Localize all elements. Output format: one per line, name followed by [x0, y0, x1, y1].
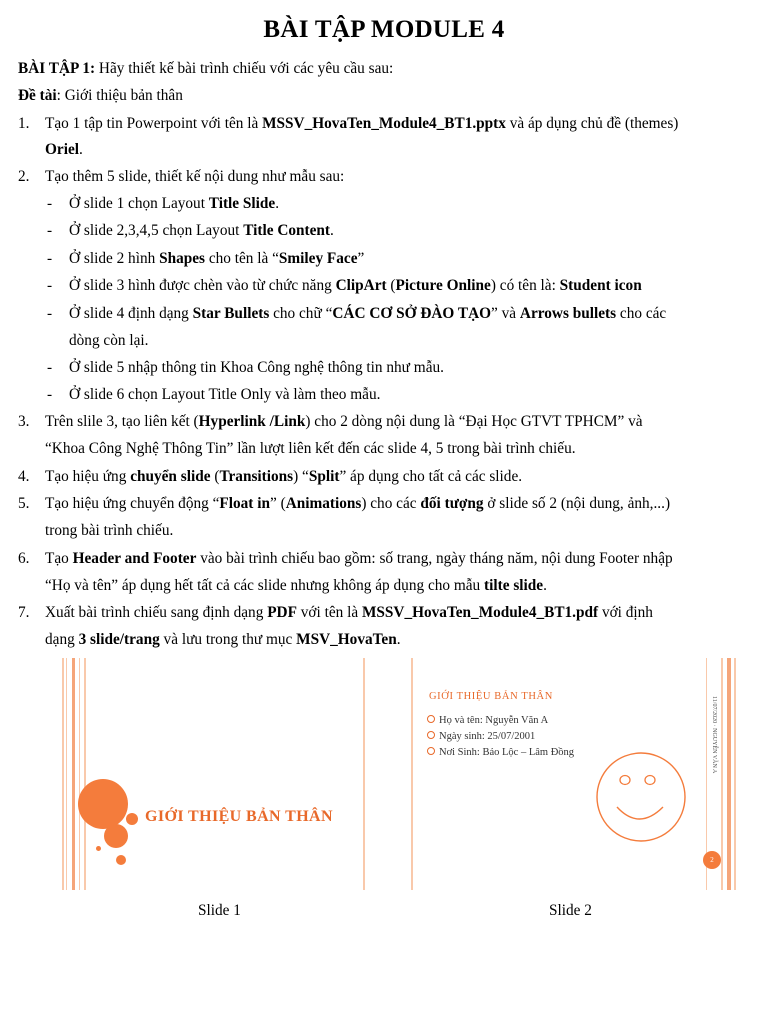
slide-1-caption: Slide 1 — [198, 902, 241, 919]
sub-2-text: Ở slide 2,3,4,5 chọn Layout Title Content. — [69, 222, 334, 239]
slide-2-title: GIỚI THIỆU BẢN THÂN — [429, 691, 553, 702]
document-title: BÀI TẬP MODULE 4 — [263, 16, 505, 43]
slide-1-thumbnail — [62, 658, 368, 890]
slide-2-stripe — [727, 658, 731, 890]
circle-bullet-icon — [427, 715, 435, 723]
sub-5-dash: - — [47, 305, 53, 322]
slide-2-bullet: Nơi Sinh: Bảo Lộc – Lâm Đồng — [427, 747, 574, 758]
item-5-text: Tạo hiệu ứng chuyển động “Float in” (Animations) cho các đối tượng ở slide số 2 (nội dung, ảnh,...) — [45, 495, 671, 512]
circle-bullet-icon — [427, 731, 435, 739]
slide-2-thumbnail — [411, 658, 737, 890]
item-6-text-cont: “Họ và tên” áp dụng hết tất cả các slide nhưng không áp dụng cho mẫu tilte slide. — [45, 577, 547, 594]
item-7-text-cont: dạng 3 slide/trang và lưu trong thư mục MSV_HovaTen. — [45, 631, 401, 648]
circle-bullet-icon — [427, 747, 435, 755]
slide-1-small-circle — [116, 855, 126, 865]
sub-7-dash: - — [47, 386, 53, 403]
slide-1-stripe — [72, 658, 75, 890]
item-1-text-cont: Oriel. — [45, 141, 83, 158]
item-2-number: 2. — [18, 168, 30, 185]
item-4-number: 4. — [18, 468, 30, 485]
slide-1-title: GIỚI THIỆU BẢN THÂN — [145, 808, 333, 825]
item-6-text: Tạo Header and Footer vào bài trình chiếu bao gồm: số trang, ngày tháng năm, nội dung Footer nhập — [45, 550, 673, 567]
item-4-text: Tạo hiệu ứng chuyển slide (Transitions) “Split” áp dụng cho tất cả các slide. — [45, 468, 523, 485]
slide-1-large-circle — [78, 779, 128, 829]
smiley-face-icon — [593, 751, 689, 847]
item-6-number: 6. — [18, 550, 30, 567]
slide-2-bullet: Họ và tên: Nguyễn Văn A — [427, 715, 548, 726]
sub-3-dash: - — [47, 250, 53, 267]
sub-4-text: Ở slide 3 hình được chèn vào từ chức năng ClipArt (Picture Online) có tên là: Student icon — [69, 277, 642, 294]
sub-5-text: Ở slide 4 định dạng Star Bullets cho chữ “CÁC CƠ SỞ ĐÀO TẠO” và Arrows bullets cho các — [69, 305, 667, 322]
item-7-text: Xuất bài trình chiếu sang định dạng PDF với tên là MSSV_HovaTen_Module4_BT1.pdf với định — [45, 604, 653, 621]
item-1-number: 1. — [18, 115, 30, 132]
sub-1-text: Ở slide 1 chọn Layout Title Slide. — [69, 195, 280, 212]
item-3-number: 3. — [18, 413, 30, 430]
slide-2-stripe — [411, 658, 413, 890]
slide-1-stripe — [79, 658, 80, 890]
item-3-text-cont: “Khoa Công Nghệ Thông Tin” lần lượt liên kết đến các slide 4, 5 trong bài trình chiếu. — [45, 440, 576, 457]
item-2-text: Tạo thêm 5 slide, thiết kế nội dung như mẫu sau: — [45, 168, 345, 185]
topic-line: Đề tài: Giới thiệu bản thân — [18, 87, 183, 104]
slide-2-bullet: Ngày sinh: 25/07/2001 — [427, 731, 535, 742]
slide-2-footer-text: 11/07/2020 · NGUYỄN VĂN A — [711, 696, 717, 774]
slide-1-stripe — [66, 658, 67, 890]
sub-5-text-cont: dòng còn lại. — [69, 332, 149, 349]
item-7-number: 7. — [18, 604, 30, 621]
slide-1-stripe — [84, 658, 86, 890]
slide-1-stripe — [363, 658, 365, 890]
slide-1-stripe — [62, 658, 64, 890]
sub-2-dash: - — [47, 222, 53, 239]
item-1-text: Tạo 1 tập tin Powerpoint với tên là MSSV_HovaTen_Module4_BT1.pptx và áp dụng chủ đề (themes) — [45, 115, 679, 132]
sub-6-text: Ở slide 5 nhập thông tin Khoa Công nghệ thông tin như mẫu. — [69, 359, 444, 376]
sub-4-dash: - — [47, 277, 53, 294]
slide-2-page-number: 2 — [703, 851, 721, 869]
slide-2-stripe — [721, 658, 723, 890]
slide-2-stripe — [734, 658, 736, 890]
slide-1-medium-circle — [104, 824, 128, 848]
exercise-heading: BÀI TẬP 1: Hãy thiết kế bài trình chiếu với các yêu cầu sau: — [18, 60, 394, 77]
sub-6-dash: - — [47, 359, 53, 376]
slide-2-caption: Slide 2 — [549, 902, 592, 919]
slide-1-small-circle — [126, 813, 138, 825]
item-5-text-cont: trong bài trình chiếu. — [45, 522, 174, 539]
sub-1-dash: - — [47, 195, 53, 212]
slide-1-dot — [96, 846, 101, 851]
item-3-text: Trên slile 3, tạo liên kết (Hyperlink /Link) cho 2 dòng nội dung là “Đại Học GTVT TPHCM” và — [45, 413, 643, 430]
sub-7-text: Ở slide 6 chọn Layout Title Only và làm theo mẫu. — [69, 386, 381, 403]
sub-3-text: Ở slide 2 hình Shapes cho tên là “Smiley Face” — [69, 250, 365, 267]
item-5-number: 5. — [18, 495, 30, 512]
